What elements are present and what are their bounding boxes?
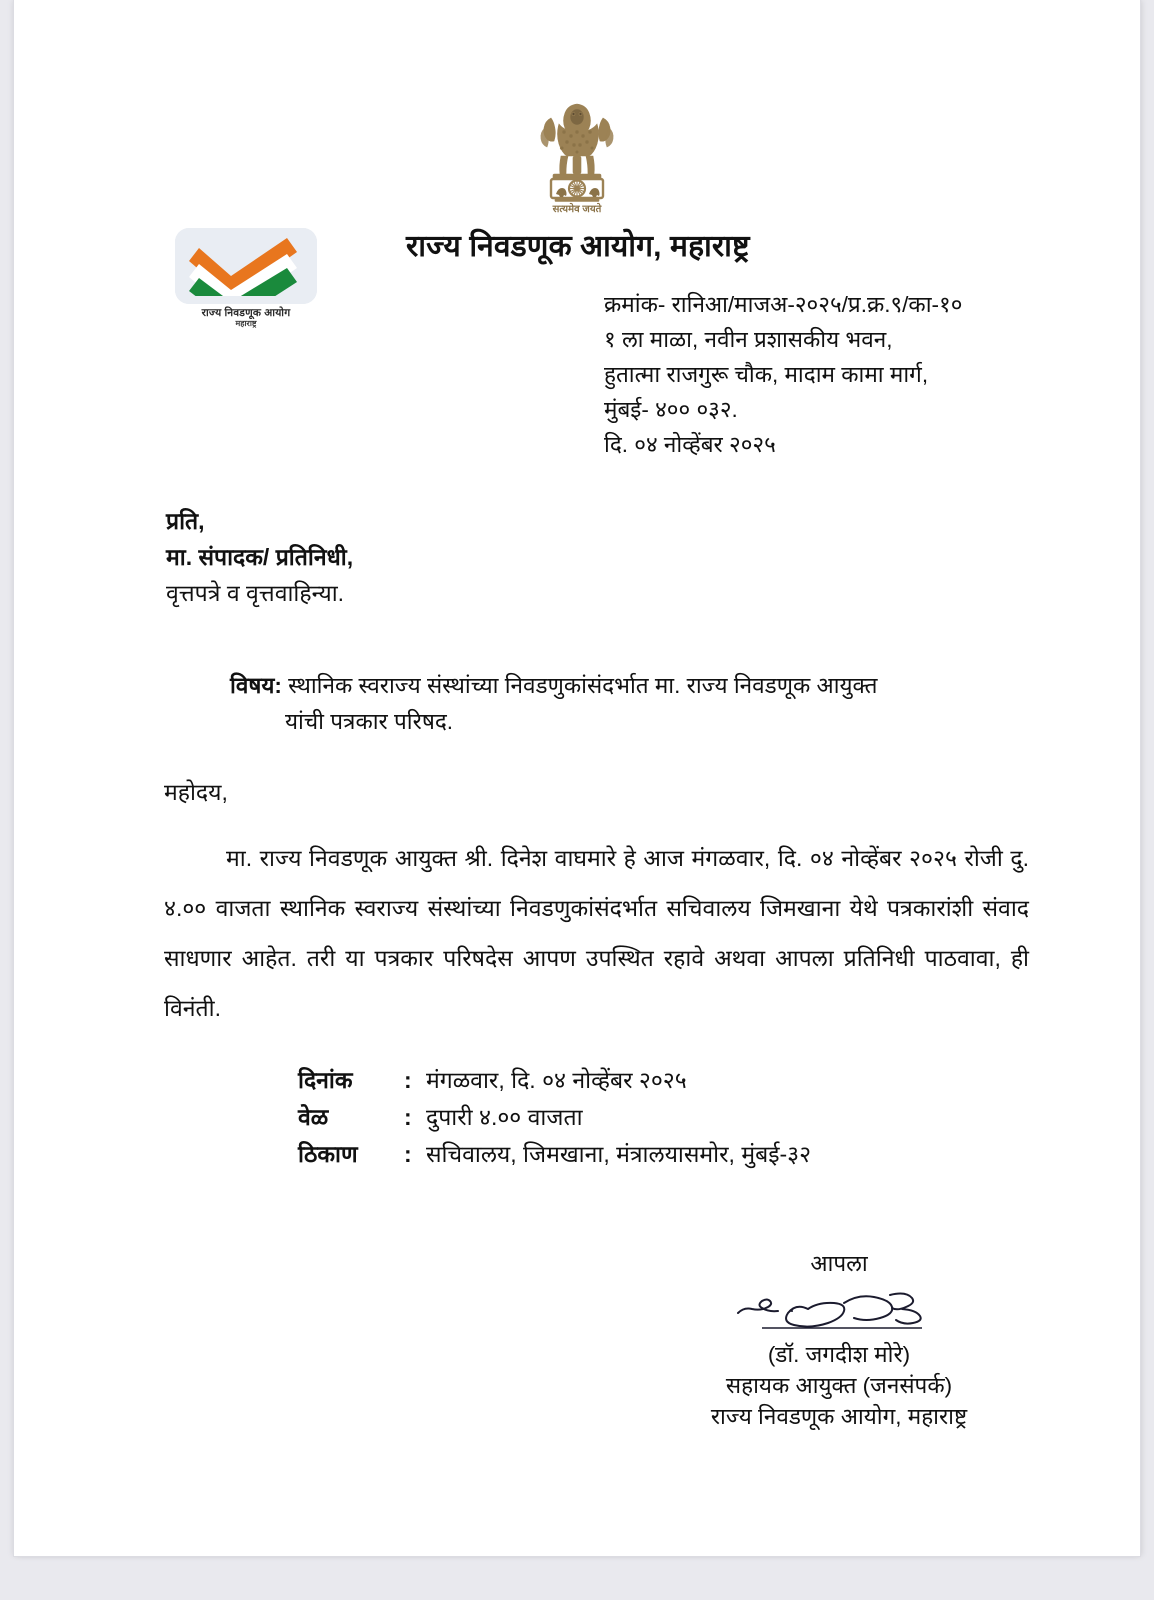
address-line-1: १ ला माळा, नवीन प्रशासकीय भवन, <box>604 327 893 352</box>
detail-separator-venue: : <box>404 1141 412 1167</box>
organisation-title: राज्य निवडणूक आयोग, महाराष्ट्र <box>406 230 750 263</box>
detail-value-venue: सचिवालय, जिमखाना, मंत्रालयासमोर, मुंबई-३२ <box>426 1141 812 1167</box>
tricolor-check-logo-icon <box>175 228 317 304</box>
subject-line-2: यांची पत्रकार परिषद. <box>285 709 454 734</box>
address-line-2: हुतात्मा राजगुरू चौक, मादाम कामा मार्ग, <box>604 362 929 387</box>
detail-separator-time: : <box>404 1104 412 1130</box>
recipient-organisation: वृत्तपत्रे व वृत्तवाहिन्या. <box>166 580 345 606</box>
detail-row-date <box>298 1062 811 1099</box>
salutation: महोदय, <box>164 779 228 805</box>
logo-caption-line1: राज्य निवडणूक आयोग <box>201 307 291 319</box>
commission-logo-block <box>166 228 326 328</box>
detail-value-time: दुपारी ४.०० वाजता <box>426 1104 583 1130</box>
signatory-organisation: राज्य निवडणूक आयोग, महाराष्ट्र <box>710 1404 968 1429</box>
detail-label-time: वेळ <box>298 1104 329 1130</box>
signature-block <box>614 1248 1064 1432</box>
subject-block <box>230 668 1030 740</box>
event-details-block <box>298 1062 811 1173</box>
subject-label: विषय: <box>230 673 282 698</box>
recipient-block <box>166 503 353 611</box>
signature-yours: आपला <box>810 1251 868 1276</box>
reference-number: क्रमांक- रानिआ/माजअ-२०२५/प्र.क्र.९/का-१० <box>604 292 963 317</box>
body-text: मा. राज्य निवडणूक आयुक्त श्री. दिनेश वाघमारे हे आज मंगळवार, दि. ०४ नोव्हेंबर २०२५ रोजी दु. ४.०० वाजता स्थानिक स्वराज्य संस्थांच्या निवडणुकांसंदर्भात सचिवालय जिमखाना येथे पत्रकारांशी संवाद साधणार आहेत. तरी या पत्रकार परिषदेस आपण उपस्थित रहावे अथवा आपला प्रतिनिधी पाठवावा, ही विनंती. <box>164 845 1029 1021</box>
recipient-to: प्रति, <box>166 508 205 534</box>
national-emblem-block <box>14 84 1140 221</box>
letter-page <box>14 0 1140 1556</box>
state-emblem-of-india-icon <box>529 84 625 216</box>
detail-separator-date: : <box>404 1067 412 1093</box>
subject-line-1: स्थानिक स्वराज्य संस्थांच्या निवडणुकांसंदर्भात मा. राज्य निवडणूक आयुक्त <box>288 673 878 698</box>
detail-row-venue <box>298 1136 811 1173</box>
detail-value-date: मंगळवार, दि. ०४ नोव्हेंबर २०२५ <box>426 1067 687 1093</box>
emblem-motto: सत्यमेव जयते <box>552 204 602 215</box>
address-line-3: मुंबई- ४०० ०३२. <box>604 397 738 422</box>
detail-row-time <box>298 1099 811 1136</box>
body-paragraph <box>164 833 1029 1033</box>
recipient-designation: मा. संपादक/ प्रतिनिधी, <box>166 544 354 570</box>
signatory-name: (डॉ. जगदीश मोरे) <box>767 1342 911 1367</box>
detail-label-venue: ठिकाण <box>298 1141 358 1167</box>
letter-date: दि. ०४ नोव्हेंबर २०२५ <box>604 432 776 457</box>
reference-address-block <box>604 287 962 462</box>
detail-label-date: दिनांक <box>298 1067 353 1093</box>
signatory-designation: सहायक आयुक्त (जनसंपर्क) <box>725 1373 953 1398</box>
logo-caption-line2: महाराष्ट्र <box>235 319 257 329</box>
handwritten-signature-icon <box>614 1281 1064 1337</box>
